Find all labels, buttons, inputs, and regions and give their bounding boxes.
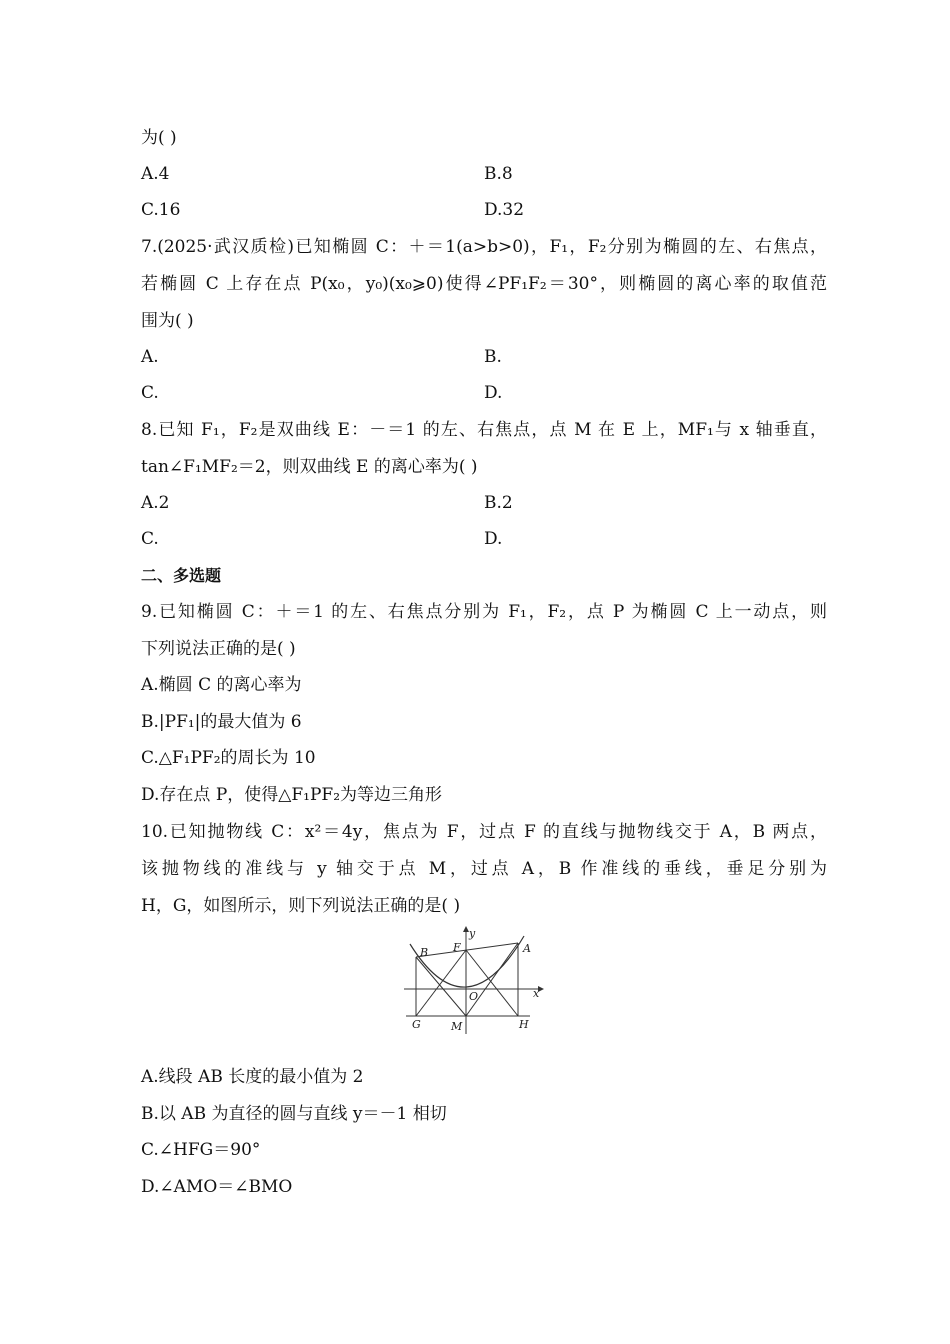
label-m: M (451, 1020, 463, 1033)
label-b: B (420, 946, 429, 959)
q8-line-1: 8.已知 F₁，F₂是双曲线 E：－＝1 的左、右焦点，点 M 在 E 上，MF₁与 x 轴垂直， (141, 420, 827, 440)
label-y: y (469, 927, 476, 940)
q8-option-a: A.2 (141, 493, 170, 513)
q10-line-2: 该抛物线的准线与 y 轴交于点 M，过点 A，B 作准线的垂线，垂足分别为 (141, 859, 827, 879)
q6-option-b: B.8 (484, 164, 513, 184)
q10-option-d: D.∠AMO＝∠BMO (141, 1177, 293, 1197)
label-a: A (523, 942, 531, 955)
q8-option-b: B.2 (484, 493, 513, 513)
q8-option-c: C. (141, 529, 159, 549)
q6-stem-end: 为( ) (141, 128, 177, 148)
segment-fg (416, 950, 466, 1016)
segment-fh (466, 950, 518, 1016)
label-x: x (533, 987, 540, 1000)
q6-option-a: A.4 (141, 164, 170, 184)
parabola-curve (410, 936, 524, 987)
q10-option-b: B.以 AB 为直径的圆与直线 y＝－1 相切 (141, 1104, 447, 1124)
q10-line-1: 10.已知抛物线 C：x²＝4y，焦点为 F，过点 F 的直线与抛物线交于 A，B 两点， (141, 822, 827, 842)
parabola-figure (400, 926, 550, 1038)
chord-ab (416, 943, 518, 957)
q10-option-a: A.线段 AB 长度的最小值为 2 (141, 1067, 364, 1087)
q9-option-d: D.存在点 P，使得△F₁PF₂为等边三角形 (141, 785, 443, 805)
q9-line-2: 下列说法正确的是( ) (141, 639, 296, 659)
q7-option-a: A. (141, 347, 159, 367)
q10-option-c: C.∠HFG＝90° (141, 1140, 261, 1160)
q9-option-b: B.|PF₁|的最大值为 6 (141, 712, 302, 732)
label-f: F (453, 941, 461, 954)
q7-line-3: 围为( ) (141, 311, 194, 331)
q10-line-3: H，G，如图所示，则下列说法正确的是( ) (141, 896, 461, 916)
label-o: O (469, 990, 479, 1003)
q8-line-2: tan∠F₁MF₂＝2，则双曲线 E 的离心率为( ) (141, 457, 478, 477)
q7-line-2: 若椭圆 C 上存在点 P(x₀，y₀)(x₀⩾0)使得∠PF₁F₂＝30°，则椭圆的离心率的取值范 (141, 274, 827, 294)
q8-option-d: D. (484, 529, 503, 549)
q7-option-c: C. (141, 383, 159, 403)
label-h: H (519, 1018, 529, 1031)
q9-option-a: A.椭圆 C 的离心率为 (141, 675, 302, 695)
label-g: G (412, 1018, 421, 1031)
segment-ma (466, 943, 518, 1016)
q7-line-1: 7.(2025·武汉质检)已知椭圆 C：＋＝1(a>b>0)，F₁，F₂分别为椭圆的左、右焦点， (141, 237, 827, 257)
q6-option-c: C.16 (141, 200, 181, 220)
q9-option-c: C.△F₁PF₂的周长为 10 (141, 748, 316, 768)
q7-option-d: D. (484, 383, 503, 403)
q6-option-d: D.32 (484, 200, 525, 220)
q7-option-b: B. (484, 347, 502, 367)
section-heading: 二、多选题 (141, 566, 222, 585)
q9-line-1: 9.已知椭圆 C：＋＝1 的左、右焦点分别为 F₁，F₂，点 P 为椭圆 C 上一动点，则 (141, 602, 827, 622)
